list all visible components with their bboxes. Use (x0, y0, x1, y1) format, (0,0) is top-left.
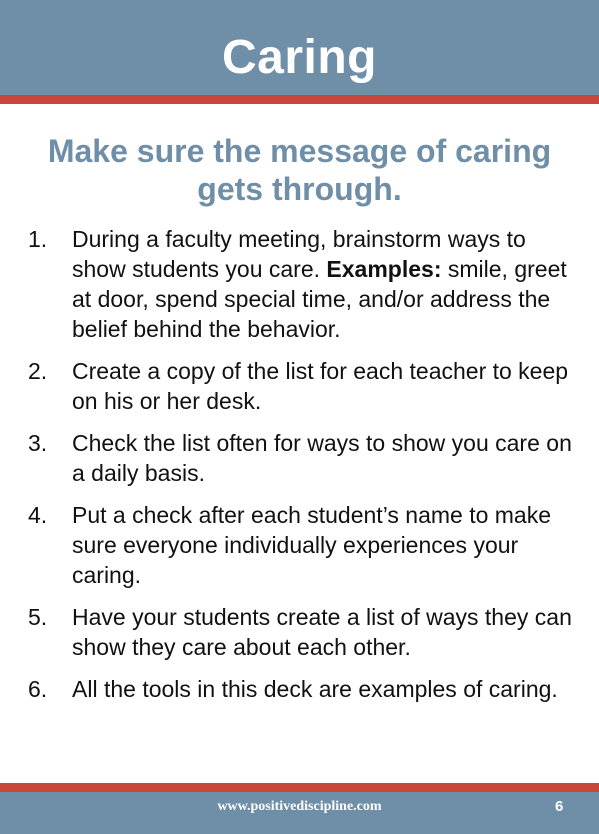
header-accent-stripe (0, 95, 599, 104)
list-item (0, 602, 599, 662)
footer-accent-stripe (0, 783, 599, 792)
list-item (0, 356, 599, 416)
step-number: 3. (28, 430, 48, 456)
step-number: 2. (28, 358, 48, 384)
list-item (0, 500, 599, 590)
step-text: Create a copy of the list for each teacher to keep on his or her desk. (72, 358, 569, 414)
list-item (0, 428, 599, 488)
list-item (0, 224, 599, 344)
step-number: 4. (28, 502, 48, 528)
step-number: 6. (28, 676, 48, 702)
step-text: Check the list often for ways to show you care on a daily basis. (72, 430, 572, 486)
step-text: Put a check after each student’s name to make sure everyone individually experiences your caring. (72, 502, 552, 588)
step-emphasis: Examples: (326, 256, 442, 282)
step-text: Have your students create a list of ways they can show they care about each other. (72, 604, 572, 660)
step-number: 5. (28, 604, 48, 630)
step-text-continued: smile, greet at door, spend special time, and/or address the belief behind the behavior. (72, 256, 567, 342)
steps-list (0, 224, 599, 716)
list-item (0, 674, 599, 704)
card-subtitle: Make sure the message of caring gets through. (47, 133, 552, 207)
page-number: 6 (555, 798, 564, 815)
step-number: 1. (28, 226, 48, 252)
footer-website-link[interactable]: www.positivediscipline.com (217, 799, 382, 814)
card-title: Caring (221, 31, 377, 84)
step-text: During a faculty meeting, brainstorm ways to show students you care. (72, 226, 526, 282)
step-text: All the tools in this deck are examples of caring. (72, 676, 558, 702)
